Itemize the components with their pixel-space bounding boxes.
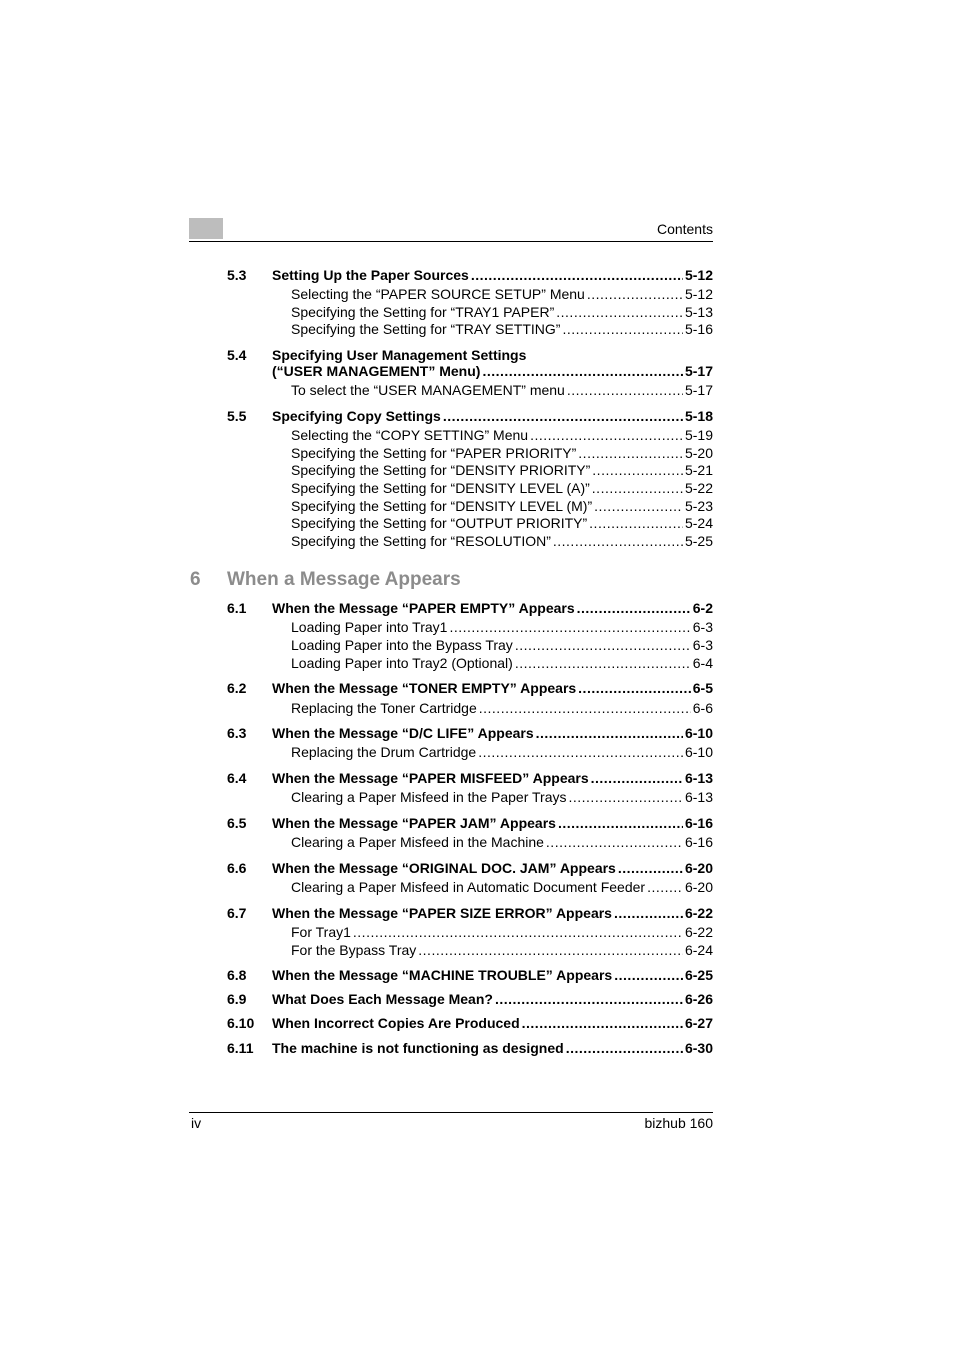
toc-page-number: 6-4 <box>692 655 713 671</box>
toc-entry-title: Specifying the Setting for “RESOLUTION” <box>291 533 551 549</box>
toc-subentry[interactable] <box>291 382 713 399</box>
dot-leader <box>614 905 683 922</box>
dot-leader <box>647 879 683 896</box>
toc-entry-title: Replacing the Toner Cartridge <box>291 700 477 716</box>
dot-leader <box>566 1040 683 1057</box>
toc-page-number: 6-2 <box>692 600 713 616</box>
dot-leader <box>530 427 683 444</box>
toc-section-entry[interactable] <box>272 991 713 1008</box>
dot-leader <box>567 382 683 399</box>
toc-page-number: 6-10 <box>684 725 713 741</box>
dot-leader <box>522 1015 683 1032</box>
toc-subentry[interactable] <box>291 924 713 941</box>
toc-section-entry[interactable] <box>272 267 713 284</box>
toc-section-number: 6.1 <box>227 600 247 616</box>
toc-entry-title: Clearing a Paper Misfeed in the Machine <box>291 834 544 850</box>
toc-page-number: 6-27 <box>684 1015 713 1031</box>
toc-page-number: 5-19 <box>684 427 713 443</box>
toc-section-number: 6.7 <box>227 905 247 921</box>
dot-leader <box>558 815 683 832</box>
toc-page-number: 6-5 <box>692 680 713 696</box>
toc-page-number: 6-3 <box>692 619 713 635</box>
dot-leader <box>578 680 691 697</box>
dot-leader <box>577 600 691 617</box>
toc-entry-title: Loading Paper into the Bypass Tray <box>291 637 513 653</box>
dot-leader <box>578 445 683 462</box>
toc-section-entry[interactable] <box>272 363 713 380</box>
toc-subentry[interactable] <box>291 655 713 672</box>
toc-page-number: 6-3 <box>692 637 713 653</box>
toc-page-number: 6-20 <box>684 879 713 895</box>
toc-entry-title: To select the “USER MANAGEMENT” menu <box>291 382 565 398</box>
toc-subentry[interactable] <box>291 533 713 550</box>
dot-leader <box>482 363 683 380</box>
toc-page-number: 5-18 <box>684 408 713 424</box>
dot-leader <box>553 533 683 550</box>
toc-entry-title: For the Bypass Tray <box>291 942 417 958</box>
toc-section-entry[interactable] <box>272 815 713 832</box>
product-name: bizhub 160 <box>644 1115 713 1131</box>
toc-page-number: 5-17 <box>684 382 713 398</box>
toc-page-number: 6-13 <box>684 789 713 805</box>
chapter-title: When a Message Appears <box>227 569 461 590</box>
page-number: iv <box>191 1115 202 1131</box>
toc-subentry[interactable] <box>291 515 713 532</box>
toc-section-entry[interactable] <box>272 770 713 787</box>
dot-leader <box>589 515 683 532</box>
toc-section-entry[interactable] <box>272 408 713 425</box>
dot-leader <box>495 991 683 1008</box>
toc-entry-title: For Tray1 <box>291 924 351 940</box>
header-tab-marker <box>189 218 223 239</box>
toc-section-entry[interactable] <box>272 967 713 984</box>
toc-section-entry[interactable] <box>272 680 713 697</box>
toc-section-entry[interactable] <box>272 1015 713 1032</box>
toc-subentry[interactable] <box>291 637 713 654</box>
dot-leader <box>594 498 683 515</box>
toc-page-number: 5-12 <box>684 267 713 283</box>
dot-leader <box>515 655 691 672</box>
dot-leader <box>592 480 683 497</box>
toc-entry-title: Specifying the Setting for “DENSITY LEVEL (M)” <box>291 498 593 514</box>
dot-leader <box>471 267 683 284</box>
chapter-number: 6 <box>190 569 201 590</box>
toc-entry-title: Specifying the Setting for “DENSITY LEVEL (A)” <box>291 480 590 496</box>
toc-entry-title: When the Message “D/C LIFE” Appears <box>272 725 534 741</box>
toc-page-number: 5-20 <box>684 445 713 461</box>
toc-page-number: 6-16 <box>684 815 713 831</box>
dot-leader <box>443 408 683 425</box>
toc-entry-title: When Incorrect Copies Are Produced <box>272 1015 520 1031</box>
dot-leader <box>562 321 683 338</box>
toc-section-number: 6.2 <box>227 680 247 696</box>
toc-entry-title: Clearing a Paper Misfeed in the Paper Trays <box>291 789 567 805</box>
toc-section-number: 6.8 <box>227 967 247 983</box>
dot-leader <box>591 770 683 787</box>
toc-entry-title: When the Message “PAPER EMPTY” Appears <box>272 600 575 616</box>
toc-section-number: 6.9 <box>227 991 247 1007</box>
toc-page-number: 6-24 <box>684 942 713 958</box>
toc-section-number: 6.4 <box>227 770 247 786</box>
toc-subentry[interactable] <box>291 498 713 515</box>
toc-entry-title: Specifying Copy Settings <box>272 408 441 424</box>
dot-leader <box>515 637 691 654</box>
toc-entry-title: Selecting the “PAPER SOURCE SETUP” Menu <box>291 286 585 302</box>
dot-leader <box>353 924 683 941</box>
toc-entry-title: When the Message “ORIGINAL DOC. JAM” Appears <box>272 860 616 876</box>
toc-entry-title: Specifying the Setting for “OUTPUT PRIORITY” <box>291 515 588 531</box>
toc-page-number: 6-16 <box>684 834 713 850</box>
toc-section-entry[interactable] <box>272 1040 713 1057</box>
toc-entry-title: When the Message “PAPER MISFEED” Appears <box>272 770 589 786</box>
toc-page-number: 5-16 <box>684 321 713 337</box>
toc-page-number: 6-20 <box>684 860 713 876</box>
toc-entry-title: What Does Each Message Mean? <box>272 991 493 1007</box>
toc-section-number: 6.3 <box>227 725 247 741</box>
toc-page-number: 6-26 <box>684 991 713 1007</box>
toc-entry-title: Specifying the Setting for “DENSITY PRIORITY” <box>291 462 591 478</box>
toc-subentry[interactable] <box>291 427 713 444</box>
toc-section-number: 6.6 <box>227 860 247 876</box>
toc-subentry[interactable] <box>291 789 713 806</box>
dot-leader <box>614 967 683 984</box>
dot-leader <box>618 860 683 877</box>
toc-entry-title: (“USER MANAGEMENT” Menu) <box>272 363 481 379</box>
toc-subentry[interactable] <box>291 304 713 321</box>
toc-entry-title: Specifying User Management Settings <box>272 347 527 363</box>
toc-section-entry[interactable] <box>272 725 713 742</box>
toc-page-number: 6-13 <box>684 770 713 786</box>
toc-page-number: 5-24 <box>684 515 713 531</box>
toc-subentry[interactable] <box>291 834 713 851</box>
dot-leader <box>536 725 683 742</box>
toc-page-number: 5-21 <box>684 462 713 478</box>
dot-leader <box>568 789 682 806</box>
dot-leader <box>449 619 690 636</box>
toc-section-entry[interactable] <box>272 600 713 617</box>
toc-entry-title: Specifying the Setting for “TRAY1 PAPER” <box>291 304 555 320</box>
dot-leader <box>418 942 683 959</box>
toc-page-number: 5-22 <box>684 480 713 496</box>
toc-subentry[interactable] <box>291 286 713 303</box>
dot-leader <box>479 700 691 717</box>
dot-leader <box>556 304 683 321</box>
toc-entry-title: Specifying the Setting for “TRAY SETTING” <box>291 321 561 337</box>
dot-leader <box>478 744 683 761</box>
toc-page-number: 6-22 <box>684 924 713 940</box>
header-rule <box>189 241 713 242</box>
toc-section-number: 6.10 <box>227 1015 255 1031</box>
toc-section-number: 5.4 <box>227 347 247 363</box>
toc-section-entry[interactable] <box>272 860 713 877</box>
toc-page-number: 6-30 <box>684 1040 713 1056</box>
toc-page-number: 5-13 <box>684 304 713 320</box>
toc-subentry[interactable] <box>291 480 713 497</box>
toc-section-number: 6.5 <box>227 815 247 831</box>
toc-page-number: 5-25 <box>684 533 713 549</box>
toc-section-number: 6.11 <box>227 1040 254 1056</box>
toc-entry-title: Setting Up the Paper Sources <box>272 267 469 283</box>
toc-subentry[interactable] <box>291 619 713 636</box>
toc-page-number: 5-23 <box>684 498 713 514</box>
toc-page-number: 6-25 <box>684 967 713 983</box>
running-header-title: Contents <box>656 221 713 237</box>
dot-leader <box>546 834 683 851</box>
toc-entry-title: Specifying the Setting for “PAPER PRIORITY” <box>291 445 577 461</box>
toc-section-entry[interactable] <box>272 905 713 922</box>
toc-subentry[interactable] <box>291 879 713 896</box>
toc-entry-title: Loading Paper into Tray1 <box>291 619 448 635</box>
toc-entry-title: Selecting the “COPY SETTING” Menu <box>291 427 529 443</box>
toc-subentry[interactable] <box>291 462 713 479</box>
toc-page-number: 6-22 <box>684 905 713 921</box>
toc-subentry[interactable] <box>291 700 713 717</box>
toc-entry-title: When the Message “TONER EMPTY” Appears <box>272 680 577 696</box>
toc-entry-title: When the Message “PAPER SIZE ERROR” Appears <box>272 905 612 921</box>
toc-section-number: 5.3 <box>227 267 247 283</box>
toc-subentry[interactable] <box>291 445 713 462</box>
toc-subentry[interactable] <box>291 942 713 959</box>
footer-rule <box>189 1112 713 1113</box>
toc-subentry[interactable] <box>291 744 713 761</box>
dot-leader <box>592 462 683 479</box>
toc-page-number: 5-17 <box>684 363 713 379</box>
toc-page-number: 6-10 <box>684 744 713 760</box>
toc-entry-title: Loading Paper into Tray2 (Optional) <box>291 655 513 671</box>
toc-entry-title: The machine is not functioning as designed <box>272 1040 564 1056</box>
toc-entry-title: When the Message “PAPER JAM” Appears <box>272 815 556 831</box>
toc-subentry[interactable] <box>291 321 713 338</box>
toc-page-number: 6-6 <box>692 700 713 716</box>
dot-leader <box>587 286 683 303</box>
toc-page-number: 5-12 <box>684 286 713 302</box>
toc-entry-title: Clearing a Paper Misfeed in Automatic Document Feeder <box>291 879 646 895</box>
toc-entry-title: When the Message “MACHINE TROUBLE” Appears <box>272 967 613 983</box>
toc-entry-title: Replacing the Drum Cartridge <box>291 744 477 760</box>
toc-section-number: 5.5 <box>227 408 247 424</box>
